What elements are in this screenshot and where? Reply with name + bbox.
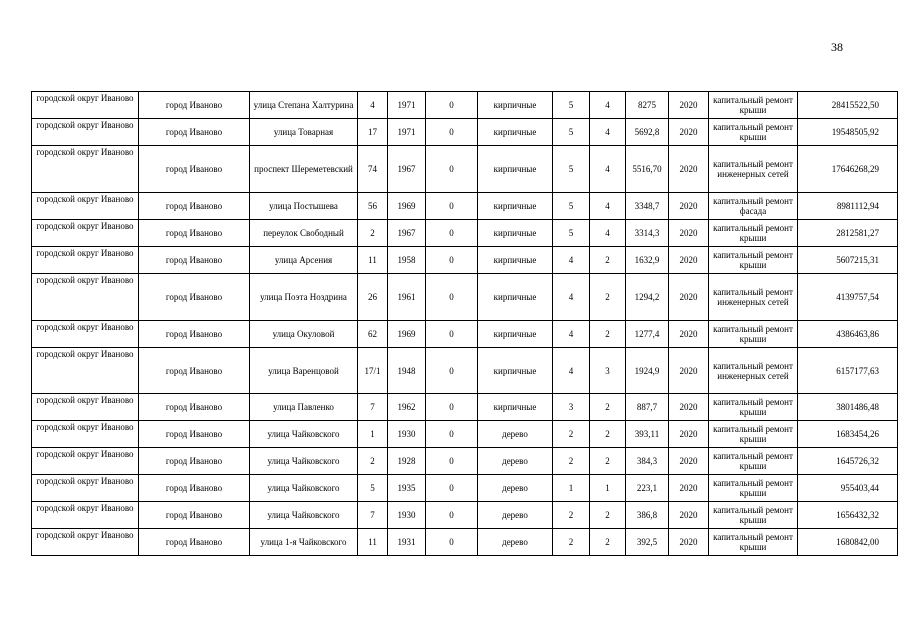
cell-floors: 1 bbox=[553, 475, 590, 502]
cell-year-built: 1961 bbox=[388, 274, 426, 321]
cell-year-reconstruction: 0 bbox=[426, 421, 478, 448]
cell-district: городской округ Иваново bbox=[32, 502, 139, 529]
cell-district: городской округ Иваново bbox=[32, 394, 139, 421]
cell-year-built: 1931 bbox=[388, 529, 426, 556]
cell-street: улица Чайковского bbox=[250, 421, 358, 448]
cell-cost: 19548505,92 bbox=[798, 119, 898, 146]
cell-street: улица 1-я Чайковского bbox=[250, 529, 358, 556]
cell-cost: 955403,44 bbox=[798, 475, 898, 502]
cell-street: улица Товарная bbox=[250, 119, 358, 146]
cell-cost: 3801486,48 bbox=[798, 394, 898, 421]
cell-wall-material: кирпичные bbox=[478, 348, 553, 394]
cell-wall-material: кирпичные bbox=[478, 119, 553, 146]
cell-entrances: 2 bbox=[590, 247, 626, 274]
cell-district: городской округ Иваново bbox=[32, 421, 139, 448]
cell-year-reconstruction: 0 bbox=[426, 247, 478, 274]
cell-year-reconstruction: 0 bbox=[426, 475, 478, 502]
cell-district: городской округ Иваново bbox=[32, 321, 139, 348]
page-number: 38 bbox=[831, 40, 843, 54]
cell-work-type: капитальный ремонт крыши bbox=[709, 321, 798, 348]
cell-year-reconstruction: 0 bbox=[426, 92, 478, 119]
table-row bbox=[32, 502, 898, 529]
cell-year-reconstruction: 0 bbox=[426, 193, 478, 220]
cell-area: 392,5 bbox=[626, 529, 669, 556]
cell-district: городской округ Иваново bbox=[32, 274, 139, 321]
cell-entrances: 2 bbox=[590, 448, 626, 475]
cell-work-type: капитальный ремонт крыши bbox=[709, 529, 798, 556]
cell-year-built: 1971 bbox=[388, 92, 426, 119]
cell-cost: 1680842,00 bbox=[798, 529, 898, 556]
cell-year-reconstruction: 0 bbox=[426, 502, 478, 529]
cell-work-type: капитальный ремонт крыши bbox=[709, 119, 798, 146]
cell-year-built: 1930 bbox=[388, 502, 426, 529]
cell-planned-year: 2020 bbox=[669, 193, 709, 220]
cell-street: проспект Шереметевский bbox=[250, 146, 358, 193]
cell-house-number: 5 bbox=[358, 475, 388, 502]
cell-house-number: 74 bbox=[358, 146, 388, 193]
cell-wall-material: кирпичные bbox=[478, 92, 553, 119]
cell-planned-year: 2020 bbox=[669, 448, 709, 475]
cell-year-built: 1969 bbox=[388, 193, 426, 220]
cell-house-number: 17/1 bbox=[358, 348, 388, 394]
cell-entrances: 2 bbox=[590, 394, 626, 421]
cell-work-type: капитальный ремонт крыши bbox=[709, 220, 798, 247]
cell-floors: 2 bbox=[553, 448, 590, 475]
cell-entrances: 4 bbox=[590, 193, 626, 220]
cell-planned-year: 2020 bbox=[669, 502, 709, 529]
cell-planned-year: 2020 bbox=[669, 348, 709, 394]
table-row bbox=[32, 394, 898, 421]
table-row bbox=[32, 247, 898, 274]
cell-floors: 5 bbox=[553, 92, 590, 119]
cell-district: городской округ Иваново bbox=[32, 529, 139, 556]
cell-wall-material: дерево bbox=[478, 448, 553, 475]
cell-work-type: капитальный ремонт крыши bbox=[709, 421, 798, 448]
cell-locality: город Иваново bbox=[139, 448, 250, 475]
cell-planned-year: 2020 bbox=[669, 394, 709, 421]
cell-work-type: капитальный ремонт крыши bbox=[709, 92, 798, 119]
cell-planned-year: 2020 bbox=[669, 146, 709, 193]
cell-house-number: 56 bbox=[358, 193, 388, 220]
cell-planned-year: 2020 bbox=[669, 274, 709, 321]
cell-entrances: 2 bbox=[590, 421, 626, 448]
cell-locality: город Иваново bbox=[139, 119, 250, 146]
cell-year-built: 1969 bbox=[388, 321, 426, 348]
cell-work-type: капитальный ремонт крыши bbox=[709, 502, 798, 529]
cell-locality: город Иваново bbox=[139, 421, 250, 448]
cell-entrances: 1 bbox=[590, 475, 626, 502]
cell-district: городской округ Иваново bbox=[32, 220, 139, 247]
cell-work-type: капитальный ремонт крыши bbox=[709, 475, 798, 502]
cell-wall-material: кирпичные bbox=[478, 146, 553, 193]
table-row bbox=[32, 119, 898, 146]
cell-year-reconstruction: 0 bbox=[426, 348, 478, 394]
cell-year-built: 1930 bbox=[388, 421, 426, 448]
cell-work-type: капитальный ремонт крыши bbox=[709, 448, 798, 475]
cell-area: 384,3 bbox=[626, 448, 669, 475]
cell-year-reconstruction: 0 bbox=[426, 220, 478, 247]
cell-year-reconstruction: 0 bbox=[426, 274, 478, 321]
cell-house-number: 7 bbox=[358, 394, 388, 421]
cell-year-built: 1967 bbox=[388, 146, 426, 193]
cell-floors: 4 bbox=[553, 321, 590, 348]
cell-area: 3348,7 bbox=[626, 193, 669, 220]
cell-cost: 4139757,54 bbox=[798, 274, 898, 321]
cell-street: улица Окуловой bbox=[250, 321, 358, 348]
cell-cost: 8981112,94 bbox=[798, 193, 898, 220]
cell-entrances: 4 bbox=[590, 119, 626, 146]
cell-locality: город Иваново bbox=[139, 394, 250, 421]
cell-locality: город Иваново bbox=[139, 92, 250, 119]
cell-wall-material: кирпичные bbox=[478, 247, 553, 274]
cell-locality: город Иваново bbox=[139, 220, 250, 247]
cell-area: 386,8 bbox=[626, 502, 669, 529]
cell-wall-material: дерево bbox=[478, 475, 553, 502]
cell-area: 1632,9 bbox=[626, 247, 669, 274]
cell-street: улица Чайковского bbox=[250, 502, 358, 529]
cell-district: городской округ Иваново bbox=[32, 193, 139, 220]
cell-planned-year: 2020 bbox=[669, 321, 709, 348]
cell-street: улица Постышева bbox=[250, 193, 358, 220]
cell-area: 1924,9 bbox=[626, 348, 669, 394]
cell-entrances: 3 bbox=[590, 348, 626, 394]
cell-year-reconstruction: 0 bbox=[426, 146, 478, 193]
cell-work-type: капитальный ремонт инженерных сетей bbox=[709, 348, 798, 394]
cell-wall-material: кирпичные bbox=[478, 394, 553, 421]
cell-year-reconstruction: 0 bbox=[426, 529, 478, 556]
cell-entrances: 4 bbox=[590, 146, 626, 193]
cell-street: улица Арсения bbox=[250, 247, 358, 274]
cell-floors: 3 bbox=[553, 394, 590, 421]
cell-year-built: 1948 bbox=[388, 348, 426, 394]
cell-cost: 1645726,32 bbox=[798, 448, 898, 475]
cell-cost: 4386463,86 bbox=[798, 321, 898, 348]
cell-year-built: 1971 bbox=[388, 119, 426, 146]
cell-area: 393,11 bbox=[626, 421, 669, 448]
cell-locality: город Иваново bbox=[139, 348, 250, 394]
cell-year-reconstruction: 0 bbox=[426, 119, 478, 146]
cell-year-built: 1928 bbox=[388, 448, 426, 475]
cell-floors: 2 bbox=[553, 502, 590, 529]
table-row bbox=[32, 92, 898, 119]
cell-house-number: 7 bbox=[358, 502, 388, 529]
cell-floors: 5 bbox=[553, 220, 590, 247]
cell-street: улица Варенцовой bbox=[250, 348, 358, 394]
table-row bbox=[32, 529, 898, 556]
cell-district: городской округ Иваново bbox=[32, 247, 139, 274]
cell-wall-material: дерево bbox=[478, 529, 553, 556]
cell-street: улица Чайковского bbox=[250, 475, 358, 502]
table-row bbox=[32, 421, 898, 448]
table-row bbox=[32, 274, 898, 321]
table-row bbox=[32, 348, 898, 394]
table-row bbox=[32, 448, 898, 475]
cell-floors: 2 bbox=[553, 529, 590, 556]
cell-locality: город Иваново bbox=[139, 247, 250, 274]
cell-entrances: 4 bbox=[590, 92, 626, 119]
cell-house-number: 62 bbox=[358, 321, 388, 348]
cell-house-number: 1 bbox=[358, 421, 388, 448]
cell-district: городской округ Иваново bbox=[32, 92, 139, 119]
cell-floors: 2 bbox=[553, 421, 590, 448]
cell-year-built: 1962 bbox=[388, 394, 426, 421]
cell-area: 5692,8 bbox=[626, 119, 669, 146]
cell-planned-year: 2020 bbox=[669, 119, 709, 146]
cell-house-number: 11 bbox=[358, 247, 388, 274]
cell-year-reconstruction: 0 bbox=[426, 321, 478, 348]
cell-work-type: капитальный ремонт крыши bbox=[709, 247, 798, 274]
table-body bbox=[32, 92, 898, 556]
cell-floors: 5 bbox=[553, 193, 590, 220]
cell-year-reconstruction: 0 bbox=[426, 394, 478, 421]
cell-cost: 6157177,63 bbox=[798, 348, 898, 394]
cell-entrances: 2 bbox=[590, 321, 626, 348]
cell-district: городской округ Иваново bbox=[32, 348, 139, 394]
table-row bbox=[32, 146, 898, 193]
cell-area: 887,7 bbox=[626, 394, 669, 421]
cell-area: 8275 bbox=[626, 92, 669, 119]
cell-planned-year: 2020 bbox=[669, 247, 709, 274]
cell-street: улица Павленко bbox=[250, 394, 358, 421]
cell-area: 1277,4 bbox=[626, 321, 669, 348]
cell-year-reconstruction: 0 bbox=[426, 448, 478, 475]
cell-floors: 5 bbox=[553, 146, 590, 193]
cell-street: улица Поэта Ноздрина bbox=[250, 274, 358, 321]
cell-cost: 17646268,29 bbox=[798, 146, 898, 193]
cell-year-built: 1958 bbox=[388, 247, 426, 274]
cell-district: городской округ Иваново bbox=[32, 146, 139, 193]
cell-entrances: 2 bbox=[590, 274, 626, 321]
cell-house-number: 11 bbox=[358, 529, 388, 556]
cell-area: 223,1 bbox=[626, 475, 669, 502]
cell-entrances: 2 bbox=[590, 529, 626, 556]
cell-cost: 1656432,32 bbox=[798, 502, 898, 529]
cell-work-type: капитальный ремонт фасада bbox=[709, 193, 798, 220]
cell-floors: 4 bbox=[553, 348, 590, 394]
cell-house-number: 17 bbox=[358, 119, 388, 146]
cell-planned-year: 2020 bbox=[669, 475, 709, 502]
cell-locality: город Иваново bbox=[139, 193, 250, 220]
cell-wall-material: кирпичные bbox=[478, 274, 553, 321]
cell-district: городской округ Иваново bbox=[32, 448, 139, 475]
cell-locality: город Иваново bbox=[139, 475, 250, 502]
cell-house-number: 4 bbox=[358, 92, 388, 119]
cell-house-number: 26 bbox=[358, 274, 388, 321]
cell-area: 3314,3 bbox=[626, 220, 669, 247]
cell-planned-year: 2020 bbox=[669, 220, 709, 247]
cell-house-number: 2 bbox=[358, 448, 388, 475]
cell-area: 5516,70 bbox=[626, 146, 669, 193]
cell-work-type: капитальный ремонт крыши bbox=[709, 394, 798, 421]
cell-wall-material: кирпичные bbox=[478, 193, 553, 220]
cell-planned-year: 2020 bbox=[669, 421, 709, 448]
cell-cost: 1683454,26 bbox=[798, 421, 898, 448]
cell-locality: город Иваново bbox=[139, 529, 250, 556]
cell-planned-year: 2020 bbox=[669, 529, 709, 556]
cell-cost: 5607215,31 bbox=[798, 247, 898, 274]
cell-wall-material: кирпичные bbox=[478, 321, 553, 348]
table-row bbox=[32, 321, 898, 348]
cell-locality: город Иваново bbox=[139, 146, 250, 193]
cell-floors: 4 bbox=[553, 274, 590, 321]
table-row bbox=[32, 193, 898, 220]
cell-work-type: капитальный ремонт инженерных сетей bbox=[709, 274, 798, 321]
cell-planned-year: 2020 bbox=[669, 92, 709, 119]
table-row bbox=[32, 475, 898, 502]
cell-street: переулок Свободный bbox=[250, 220, 358, 247]
cell-street: улица Степана Халтурина bbox=[250, 92, 358, 119]
cell-district: городской округ Иваново bbox=[32, 119, 139, 146]
cell-cost: 28415522,50 bbox=[798, 92, 898, 119]
cell-wall-material: кирпичные bbox=[478, 220, 553, 247]
cell-district: городской округ Иваново bbox=[32, 475, 139, 502]
cell-wall-material: дерево bbox=[478, 502, 553, 529]
cell-wall-material: дерево bbox=[478, 421, 553, 448]
cell-area: 1294,2 bbox=[626, 274, 669, 321]
cell-entrances: 2 bbox=[590, 502, 626, 529]
cell-cost: 2812581,27 bbox=[798, 220, 898, 247]
table-row bbox=[32, 220, 898, 247]
cell-year-built: 1935 bbox=[388, 475, 426, 502]
cell-locality: город Иваново bbox=[139, 274, 250, 321]
cell-house-number: 2 bbox=[358, 220, 388, 247]
cell-locality: город Иваново bbox=[139, 321, 250, 348]
cell-work-type: капитальный ремонт инженерных сетей bbox=[709, 146, 798, 193]
cell-entrances: 4 bbox=[590, 220, 626, 247]
housing-repair-table bbox=[31, 91, 898, 556]
cell-year-built: 1967 bbox=[388, 220, 426, 247]
cell-floors: 5 bbox=[553, 119, 590, 146]
cell-floors: 4 bbox=[553, 247, 590, 274]
cell-street: улица Чайковского bbox=[250, 448, 358, 475]
cell-locality: город Иваново bbox=[139, 502, 250, 529]
